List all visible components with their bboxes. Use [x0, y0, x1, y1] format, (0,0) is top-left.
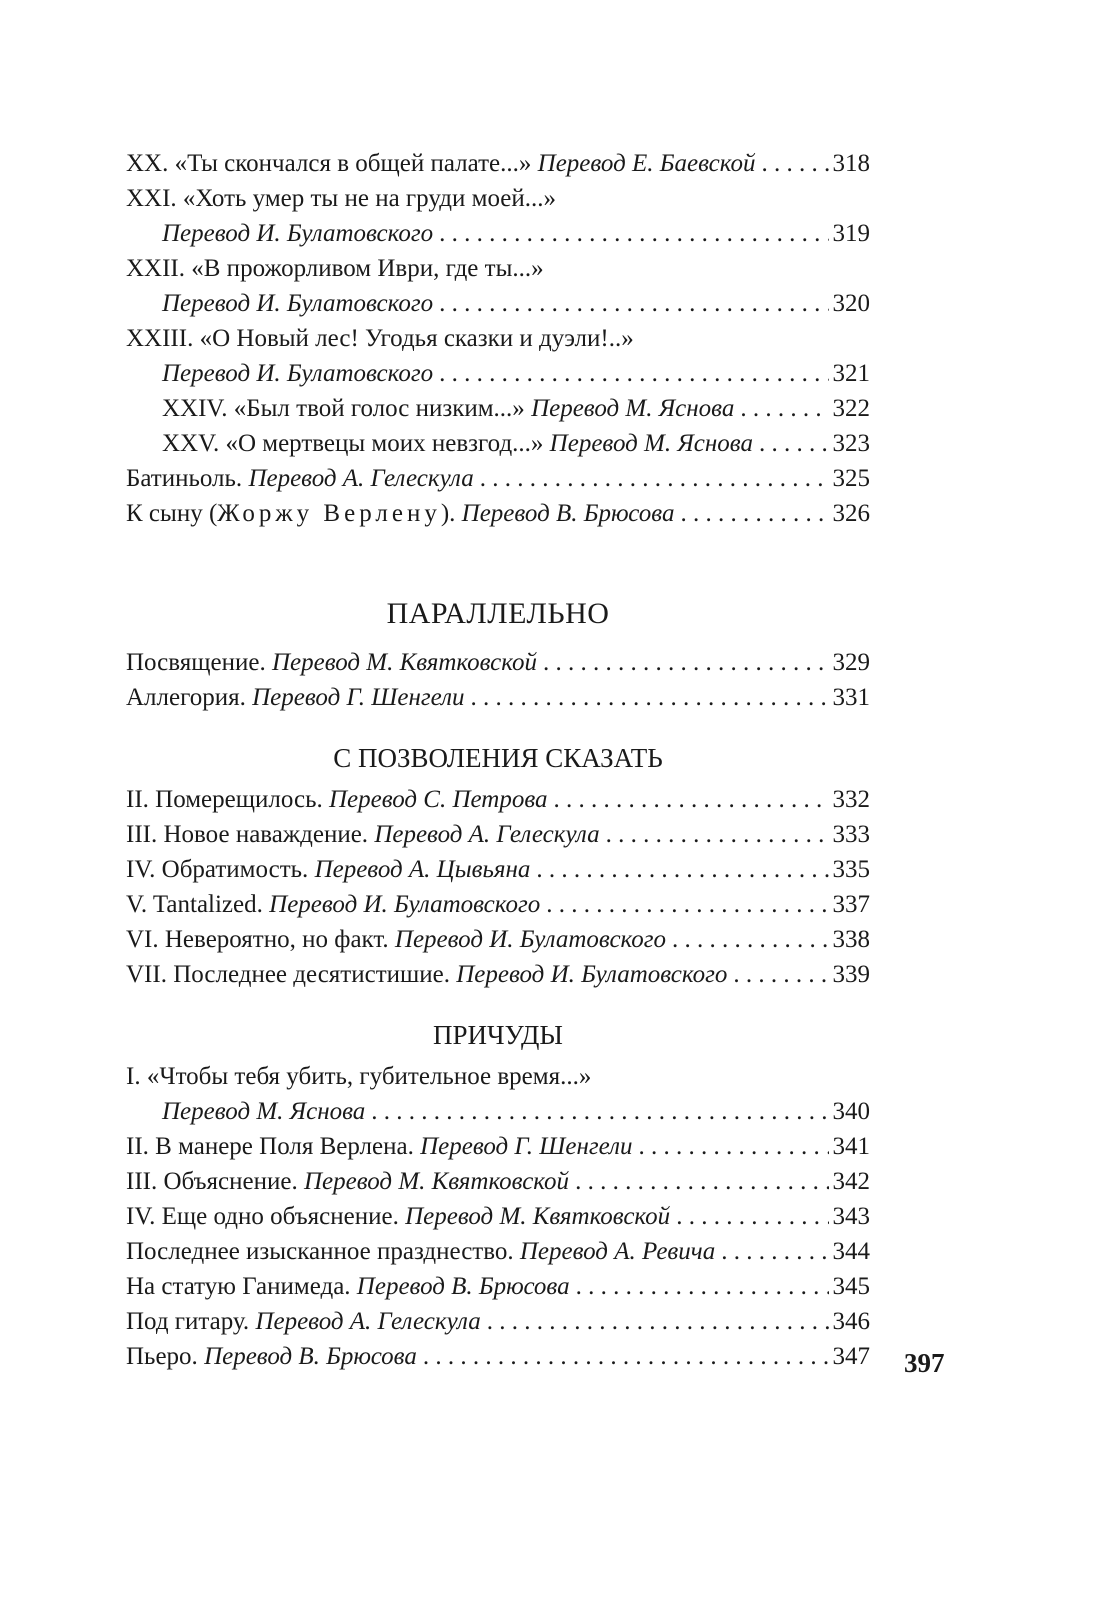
- entry-title: На статую Ганимеда.: [126, 1273, 357, 1300]
- toc-entry: [126, 426, 870, 461]
- entry-translator: Перевод Г. Шенгели: [252, 684, 465, 711]
- entry-row: [126, 680, 870, 715]
- entry-text: [126, 1339, 417, 1374]
- entry-title: XXII. «В прожорливом Иври, где ты...»: [126, 255, 544, 282]
- toc-entry: [126, 1129, 870, 1164]
- entry-translator: Перевод И. Булатовского: [162, 360, 434, 387]
- entry-translator: Перевод А. Гелескула: [248, 465, 474, 492]
- entry-page-number: 319: [832, 220, 870, 247]
- toc-entry: [126, 181, 870, 251]
- entry-title: XXIII. «О Новый лес! Угодья сказки и дуэли!..»: [126, 325, 634, 352]
- entry-translator: Перевод М. Квятковской: [271, 649, 538, 676]
- entry-title: XXV. «О мертвецы моих невзгод...»: [162, 430, 550, 457]
- entry-text: [126, 957, 727, 992]
- entry-title: Посвящение.: [126, 649, 272, 676]
- entry-title: XXI. «Хоть умер ты не на груди моей...»: [126, 185, 556, 212]
- toc-list-parallelno: [126, 645, 870, 715]
- entry-page-number: 326: [832, 500, 870, 527]
- entry-dedication: Жоржу Верлену: [217, 500, 441, 527]
- entry-title-end: ).: [440, 500, 462, 527]
- entry-title: Батиньоль.: [126, 465, 249, 492]
- toc-entry: [126, 1164, 870, 1199]
- entry-row: [126, 957, 870, 992]
- dot-leader: [423, 1339, 829, 1374]
- entry-row: [126, 146, 870, 181]
- toc-entry: [126, 645, 870, 680]
- dot-leader: [480, 461, 829, 496]
- entry-row: [126, 461, 870, 496]
- entry-translator: Перевод А. Гелескула: [255, 1308, 481, 1335]
- entry-page-number: 331: [832, 684, 870, 711]
- toc-entry: [126, 321, 870, 391]
- entry-row: [126, 645, 870, 680]
- entry-translator: Перевод М. Квятковской: [303, 1168, 570, 1195]
- dot-leader: [761, 146, 828, 181]
- entry-translator: Перевод Е. Баевской: [537, 150, 756, 177]
- entry-row: [126, 1269, 870, 1304]
- toc-entry: [126, 922, 870, 957]
- toc-entry: [126, 1199, 870, 1234]
- toc-entry: [126, 957, 870, 992]
- dot-leader: [606, 817, 829, 852]
- entry-page-number: 325: [832, 465, 870, 492]
- toc-entry: [126, 887, 870, 922]
- entry-page-number: 347: [832, 1343, 870, 1370]
- entry-title: II. Померещилось.: [126, 786, 329, 813]
- entry-row: [126, 1164, 870, 1199]
- entry-translator: Перевод И. Булатовского: [456, 961, 728, 988]
- entry-page-number: 332: [832, 786, 870, 813]
- entry-translator: Перевод С. Петрова: [328, 786, 548, 813]
- toc-entry: [126, 251, 870, 321]
- dot-leader: [371, 1094, 828, 1129]
- entry-title: Под гитару.: [126, 1308, 256, 1335]
- entry-title: VI. Невероятно, но факт.: [126, 926, 395, 953]
- entry-translator: Перевод И. Булатовского: [162, 220, 434, 247]
- entry-text: [126, 146, 755, 181]
- dot-leader: [672, 922, 828, 957]
- entry-text: [126, 680, 465, 715]
- entry-translator: Перевод М. Яснова: [162, 1098, 366, 1125]
- entry-row: [126, 496, 870, 531]
- entry-page-number: 346: [832, 1308, 870, 1335]
- dot-leader: [546, 887, 828, 922]
- entry-row: [126, 1234, 870, 1269]
- dot-leader: [733, 957, 828, 992]
- entry-row: [126, 216, 870, 251]
- entry-page-number: 338: [832, 926, 870, 953]
- entry-text: [126, 887, 540, 922]
- toc-entry: [126, 1304, 870, 1339]
- entry-page-number: 343: [832, 1203, 870, 1230]
- toc-list-top: [126, 146, 870, 531]
- toc-entry: [126, 852, 870, 887]
- entry-row: [126, 817, 870, 852]
- entry-title: V. Tantalized.: [126, 891, 270, 918]
- dot-leader: [740, 391, 828, 426]
- dot-leader: [576, 1269, 829, 1304]
- page-number: 397: [904, 1348, 945, 1378]
- entry-page-number: 329: [832, 649, 870, 676]
- entry-page-number: 320: [832, 290, 870, 317]
- entry-text: [126, 461, 474, 496]
- entry-translator: Перевод И. Булатовского: [162, 290, 434, 317]
- entry-text: [126, 1304, 481, 1339]
- entry-text: [162, 426, 753, 461]
- entry-row: [126, 922, 870, 957]
- entry-row: [126, 887, 870, 922]
- entry-text: [162, 216, 433, 251]
- entry-row: [126, 426, 870, 461]
- entry-text: [126, 1199, 670, 1234]
- entry-text: [126, 1234, 715, 1269]
- toc-entry: [126, 391, 870, 426]
- toc-entry: [126, 817, 870, 852]
- entry-title: XX. «Ты скончался в общей палате...»: [126, 150, 538, 177]
- entry-translator: Перевод В. Брюсова: [461, 500, 675, 527]
- dot-leader: [759, 426, 829, 461]
- section-title-parallelno: ПАРАЛЛЕЛЬНО: [386, 597, 610, 630]
- toc-entry: [126, 782, 870, 817]
- toc-list-prichudy: [126, 1059, 870, 1374]
- entry-page-number: 323: [832, 430, 870, 457]
- entry-translator: Перевод М. Яснова: [531, 395, 735, 422]
- entry-text: [162, 356, 433, 391]
- entry-translator: Перевод И. Булатовского: [269, 891, 541, 918]
- entry-translator: Перевод А. Цывьяна: [314, 856, 531, 883]
- entry-translator: Перевод М. Яснова: [549, 430, 753, 457]
- entry-page-number: 318: [832, 150, 870, 177]
- section-title-prichudy: ПРИЧУДЫ: [433, 1020, 563, 1050]
- toc-entry: [126, 496, 870, 531]
- entry-title: К сыну (: [126, 500, 218, 527]
- entry-text: [162, 391, 734, 426]
- dot-leader: [575, 1164, 828, 1199]
- entry-page-number: 333: [832, 821, 870, 848]
- entry-title: III. Объяснение.: [126, 1168, 304, 1195]
- dot-leader: [439, 356, 828, 391]
- entry-title: Последнее изысканное празднество.: [126, 1238, 520, 1265]
- entry-row: [126, 1129, 870, 1164]
- entry-row: [126, 286, 870, 321]
- entry-translator: Перевод А. Гелескула: [374, 821, 600, 848]
- entry-translator: Перевод В. Брюсова: [204, 1343, 417, 1370]
- entry-row: [126, 1199, 870, 1234]
- entry-text: [162, 286, 433, 321]
- entry-title: VII. Последнее десятистишие.: [126, 961, 457, 988]
- entry-title: XXIV. «Был твой голос низким...»: [162, 395, 532, 422]
- entry-title: II. В манере Поля Верлена.: [126, 1133, 421, 1160]
- entry-text: [126, 922, 666, 957]
- entry-translator: Перевод В. Брюсова: [356, 1273, 570, 1300]
- entry-page-number: 341: [832, 1133, 870, 1160]
- entry-page-number: 321: [832, 360, 870, 387]
- entry-title: Аллегория.: [126, 684, 253, 711]
- dot-leader: [680, 496, 828, 531]
- toc-entry: [126, 1059, 870, 1129]
- toc-entry: [126, 680, 870, 715]
- dot-leader: [471, 680, 829, 715]
- entry-title: I. «Чтобы тебя убить, губительное время...»: [126, 1063, 592, 1090]
- toc-entry: [126, 1269, 870, 1304]
- entry-translator: Перевод Г. Шенгели: [420, 1133, 633, 1160]
- entry-title: III. Новое наваждение.: [126, 821, 375, 848]
- entry-translator: Перевод М. Квятковской: [405, 1203, 671, 1230]
- entry-translator: Перевод И. Булатовского: [394, 926, 667, 953]
- dot-leader: [554, 782, 829, 817]
- dot-leader: [721, 1234, 828, 1269]
- section-title-s-pozvoleniya: С ПОЗВОЛЕНИЯ СКАЗАТЬ: [333, 743, 663, 773]
- entry-text: [126, 1269, 570, 1304]
- entry-page-number: 345: [832, 1273, 870, 1300]
- toc-entry: [126, 1339, 870, 1374]
- entry-translator: Перевод А. Ревича: [519, 1238, 716, 1265]
- entry-text: [126, 1164, 569, 1199]
- entry-row: [126, 852, 870, 887]
- entry-row: [126, 1094, 870, 1129]
- entry-text: [126, 852, 530, 887]
- entry-page-number: 335: [832, 856, 870, 883]
- entry-page-number: 340: [832, 1098, 870, 1125]
- entry-page-number: 322: [832, 395, 870, 422]
- dot-leader: [676, 1199, 828, 1234]
- entry-row: [126, 356, 870, 391]
- entry-title: Пьеро.: [126, 1343, 205, 1370]
- entry-row: [126, 1304, 870, 1339]
- dot-leader: [638, 1129, 828, 1164]
- entry-page-number: 337: [832, 891, 870, 918]
- entry-row: [126, 1339, 870, 1374]
- entry-row: [126, 391, 870, 426]
- entry-text: [162, 1094, 365, 1129]
- dot-leader: [543, 645, 828, 680]
- toc-entry: [126, 146, 870, 181]
- dot-leader: [536, 852, 828, 887]
- entry-text: [126, 645, 537, 680]
- entry-page-number: 342: [832, 1168, 870, 1195]
- entry-text: [126, 817, 600, 852]
- dot-leader: [439, 216, 828, 251]
- entry-row: [126, 782, 870, 817]
- toc-entry: [126, 461, 870, 496]
- entry-title: IV. Еще одно объяснение.: [126, 1203, 406, 1230]
- dot-leader: [439, 286, 828, 321]
- dot-leader: [487, 1304, 829, 1339]
- entry-page-number: 339: [832, 961, 870, 988]
- toc-entry: [126, 1234, 870, 1269]
- table-of-contents: [126, 146, 870, 1374]
- entry-title: IV. Обратимость.: [126, 856, 315, 883]
- entry-text: [126, 1129, 632, 1164]
- entry-text: [126, 496, 674, 531]
- entry-text: [126, 782, 548, 817]
- entry-page-number: 344: [832, 1238, 870, 1265]
- toc-list-s-pozvoleniya: [126, 782, 870, 992]
